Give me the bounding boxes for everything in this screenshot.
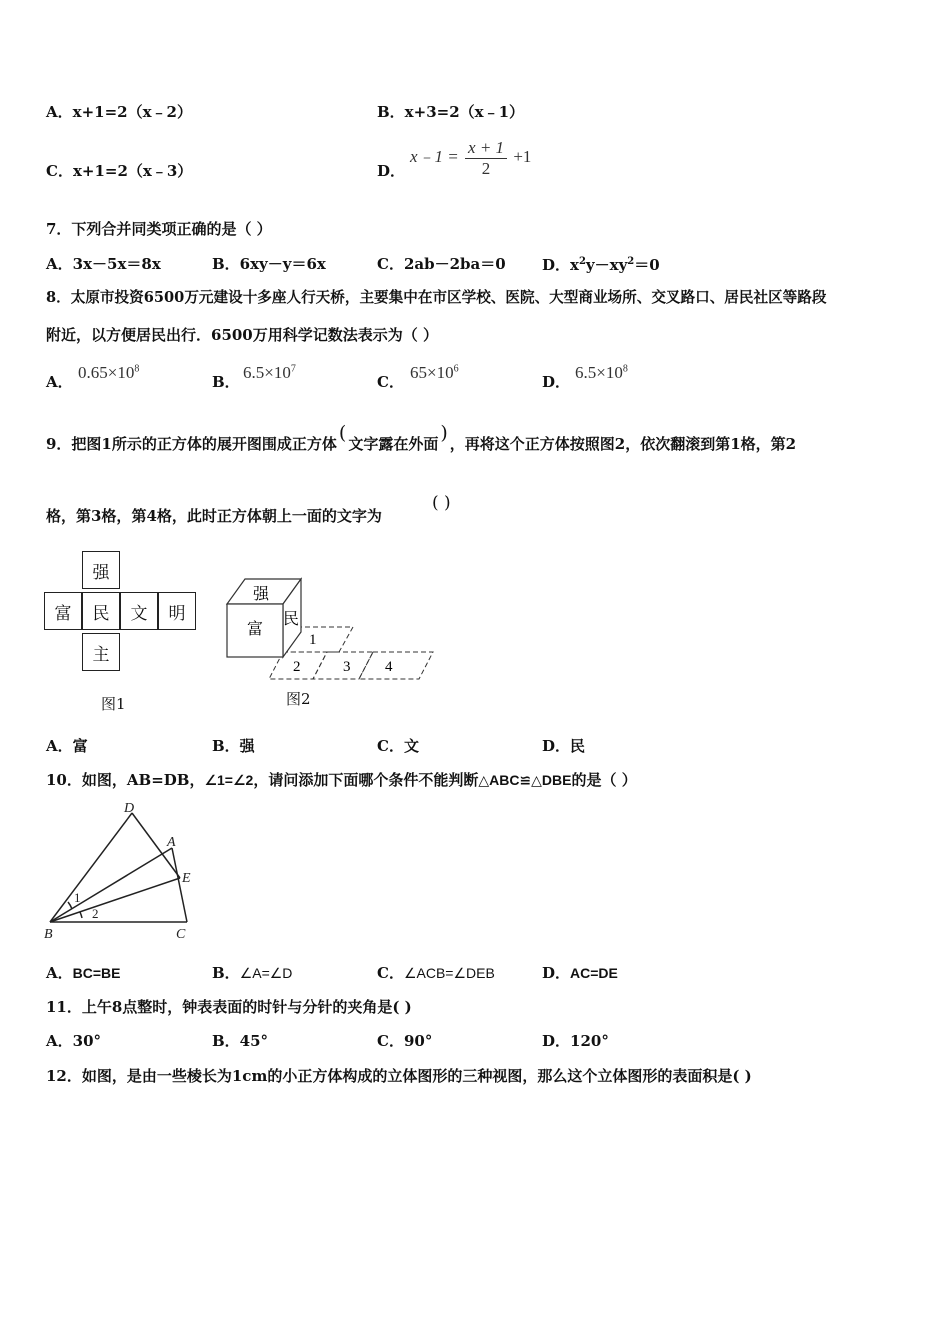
q10-stem-b: ∠1=∠2	[204, 772, 254, 788]
q11-option-d: D．120°	[542, 1032, 609, 1050]
q7-d-pre: D．x	[542, 256, 579, 274]
q10-stem-e: 的是（ ）	[571, 771, 637, 789]
q10-c-text: ∠ACB=∠DEB	[403, 965, 495, 981]
q10-a-label: A．	[46, 964, 73, 982]
q9-stem-part-a: 9．把图1所示的正方体的展开图围成正方体	[46, 435, 337, 453]
q10-option-c	[377, 966, 495, 981]
q7-d-post: ＝0	[634, 256, 660, 274]
q8-option-d-value	[575, 364, 628, 381]
net-cell-bottom: 主	[82, 633, 120, 671]
q10-c-label: C．	[377, 964, 404, 982]
label-d: D	[124, 801, 135, 816]
q10-d-label: D．	[542, 964, 571, 982]
net-cell-left: 富	[44, 592, 82, 630]
label-b: B	[44, 927, 53, 942]
q7-stem: 7．下列合并同类项正确的是（ ）	[46, 220, 272, 238]
q7-d-sup2: 2	[627, 256, 635, 267]
q8-b-base: 6.5×10	[243, 363, 291, 382]
q8-option-a-label: A．	[46, 373, 73, 391]
q10-b-text: ∠A=∠D	[239, 965, 293, 981]
net-cell-right2: 明	[158, 592, 196, 630]
q11-stem: 11．上午8点整时，钟表表面的时针与分针的夹角是( )	[46, 998, 412, 1016]
q10-stem	[46, 773, 637, 788]
q6-d-denominator: 2	[481, 158, 491, 178]
grid-label-4: 4	[385, 659, 393, 675]
net-cell-right1: 文	[120, 592, 158, 630]
q6-option-b: B．x+3=2（x﹣1）	[377, 103, 525, 121]
q6-d-rhs: +1	[513, 146, 532, 166]
q6-d-fraction	[465, 138, 507, 178]
q8-c-exp: 6	[453, 363, 459, 375]
cube-side-text: 民	[283, 611, 300, 628]
q6-option-d-label: D．	[377, 162, 406, 180]
q11-option-b: B．45°	[212, 1032, 269, 1050]
q8-stem-line2: 附近，以方便居民出行．6500万用科学记数法表示为（ ）	[46, 326, 438, 344]
q9-figure2	[225, 572, 440, 712]
q6-option-c: C．x+1=2（x﹣3）	[46, 162, 193, 180]
q10-option-a	[46, 966, 121, 981]
cube-front-text: 富	[247, 621, 264, 638]
q8-option-c-value	[410, 364, 459, 381]
q10-option-b	[212, 966, 292, 981]
fig2-caption: 图2	[286, 690, 311, 708]
q8-a-exp: 8	[134, 363, 140, 375]
q10-stem-d: △ABC≌△DBE	[478, 772, 572, 788]
fig1-caption: 图1	[101, 695, 126, 713]
q6-d-lhs: x﹣1 =	[410, 146, 459, 166]
grid-cell-4	[359, 652, 433, 679]
q7-option-a: A．3x－5x＝8x	[46, 255, 161, 273]
q8-option-d-label: D．	[542, 373, 571, 391]
q7-option-d	[542, 257, 660, 273]
segment-ba	[50, 848, 172, 922]
q10-b-label: B．	[212, 964, 240, 982]
q10-option-d	[542, 966, 618, 981]
q7-d-mid: y－xy	[585, 256, 628, 274]
q6-option-a: A．x+1=2（x﹣2）	[46, 103, 192, 121]
q8-d-exp: 8	[622, 363, 628, 375]
q7-option-c: C．2ab－2ba＝0	[377, 255, 506, 273]
q11-option-a: A．30°	[46, 1032, 102, 1050]
q8-a-base: 0.65×10	[78, 363, 135, 382]
label-c: C	[176, 927, 186, 942]
q8-stem-line1: 8．太原市投资6500万元建设十多座人行天桥，主要集中在市区学校、医院、大型商业场所、交叉路口、居民社区等路段	[46, 289, 827, 306]
q9-option-d: D．民	[542, 737, 586, 755]
q8-d-base: 6.5×10	[575, 363, 623, 382]
q9-option-a: A．富	[46, 737, 88, 755]
q8-option-c-label: C．	[377, 373, 404, 391]
segment-be	[50, 878, 180, 922]
q8-b-exp: 7	[290, 363, 296, 375]
label-angle-1: 1	[74, 890, 81, 905]
q9-paren-open: (	[338, 422, 347, 444]
angle-2-arc	[80, 912, 82, 918]
q8-c-base: 65×10	[410, 363, 454, 382]
q10-triangle-figure	[42, 798, 202, 943]
q9-option-c: C．文	[377, 737, 419, 755]
label-angle-2: 2	[92, 906, 99, 921]
q9-paren-close: )	[440, 422, 448, 444]
label-e: E	[182, 871, 191, 886]
q8-option-b-value	[243, 364, 296, 381]
q9-stem-part-b: 文字露在外面	[348, 435, 439, 453]
q9-answer-paren: ( )	[432, 493, 451, 513]
q10-a-text: BC=BE	[72, 965, 121, 981]
q7-option-b: B．6xy－y＝6x	[212, 255, 326, 273]
q6-option-d-equation	[410, 138, 531, 178]
q9-option-b: B．强	[212, 737, 255, 755]
grid-label-3: 3	[343, 659, 351, 675]
cube-top-text: 强	[253, 586, 270, 603]
q9-stem-line1	[46, 422, 797, 453]
q11-option-c: C．90°	[377, 1032, 433, 1050]
q7-d-sup1: 2	[578, 256, 586, 267]
angle-1-arc	[68, 902, 72, 909]
q8-option-a-value	[78, 364, 139, 381]
segment-bd	[50, 813, 132, 922]
q6-d-numerator: x + 1	[465, 138, 507, 159]
grid-label-2: 2	[293, 659, 301, 675]
net-cell-top: 强	[82, 551, 120, 589]
q10-stem-a: 10．如图，AB=DB，	[46, 771, 205, 789]
q12-stem: 12．如图，是由一些棱长为1cm的小正方体构成的立体图形的三种视图，那么这个立体图形的表面积是( )	[46, 1067, 752, 1085]
q10-d-text: AC=DE	[570, 965, 618, 981]
q10-stem-c: ，请问添加下面哪个条件不能判断	[253, 771, 479, 789]
q9-stem-line2: 格，第3格，第4格，此时正方体朝上一面的文字为	[46, 507, 382, 525]
grid-label-1: 1	[309, 632, 317, 648]
net-cell-center: 民	[82, 592, 120, 630]
q9-stem-part-c: ，再将这个正方体按照图2，依次翻滚到第1格，第2	[449, 435, 797, 453]
q8-option-b-label: B．	[212, 373, 240, 391]
label-a: A	[167, 835, 176, 850]
